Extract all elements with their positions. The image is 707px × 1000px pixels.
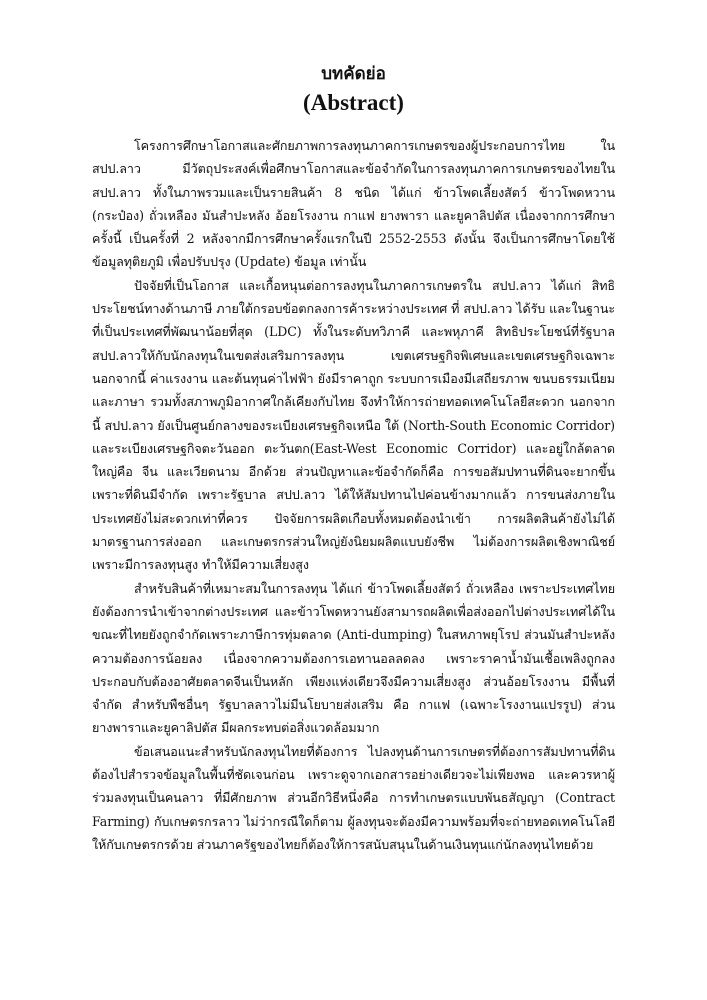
abstract-paragraph-3: สำหรับสินค้าที่เหมาะสมในการลงทุน ได้แก่ ข้าวโพดเลี้ยงสัตว์ ถั่วเหลือง เพราะประเทศไทยยังต้องการนำเข้าจากต่างประเทศ และข้าวโพดหวานยังสามารถผลิตเพื่อส่งออกไปต่างประเทศได้ในขณะที่ไทยยังถูกจำกัดเพราะภาษีการทุ่มตลาด (Anti-dumping) ในสหภาพยุโรป ส่วนมันสำปะหลัง ความต้องการน้อยลง เนื่องจากความต้องการเอทานอลลดลง เพราะราคาน้ำมันเชื้อเพลิงถูกลง ประกอบกับต้องอาศัยตลาดจีนเป็นหลัก เพียงแห่งเดียวจึงมีความเสี่ยงสูง ส่วนอ้อยโรงงาน มีพื้นที่จำกัด สำหรับพืชอื่นๆ รัฐบาลลาวไม่มีนโยบายส่งเสริม คือ กาแฟ (เฉพาะโรงงานแปรรูป) ส่วนยางพาราและยูคาลิปตัส มีผลกระทบต่อสิ่งแวดล้อมมาก [92, 580, 615, 736]
abstract-paragraph-4: ข้อเสนอแนะสำหรับนักลงทุนไทยที่ต้องการ ไปลงทุนด้านการเกษตรที่ต้องการสัมปทานที่ดิน ต้องไปสำรวจข้อมูลในพื้นที่ชัดเจนก่อน เพราะดูจากเอกสารอย่างเดียวจะไม่เพียงพอ และควรหาผู้ร่วมลงทุนเป็นคนลาว ที่มีศักยภาพ ส่วนอีกวิธีหนึ่งคือ การทำเกษตรแบบพันธสัญญา (Contract Farming) กับเกษตรกรลาว ไม่ว่ากรณีใดก็ตาม ผู้ลงทุนจะต้องมีความพร้อมที่จะถ่ายทอดเทคโนโลยีให้กับเกษตรกรด้วย ส่วนภาครัฐของไทยก็ต้องให้การสนับสนุนในด้านเงินทุนแก่นักลงทุนไทยด้วย [92, 743, 615, 852]
abstract-paragraph-2: ปัจจัยที่เป็นโอกาส และเกื้อหนุนต่อการลงทุนในภาคการเกษตรใน สปป.ลาว ได้แก่ สิทธิประโยชน์ทางด้านภาษี ภายใต้กรอบข้อตกลงการค้าระหว่างประเทศ ที่ สปป.ลาว ได้รับ และในฐานะที่เป็นประเทศที่พัฒนาน้อยที่สุด (LDC) ทั้งในระดับทวิภาคี และพหุภาคี สิทธิประโยชน์ที่รัฐบาล สปป.ลาวให้กับนักลงทุนในเขตส่งเสริมการลงทุน เขตเศรษฐกิจพิเศษและเขตเศรษฐกิจเฉพาะ นอกจากนี้ ค่าแรงงาน และต้นทุนค่าไฟฟ้า ยังมีราคาถูก ระบบการเมืองมีเสถียรภาพ ขนบธรรมเนียมและภาษา รวมทั้งสภาพภูมิอากาศใกล้เคียงกับไทย จึงทำให้การถ่ายทอดเทคโนโลยีสะดวก นอกจากนี้ สปป.ลาว ยังเป็นศูนย์กลางของระเบียงเศรษฐกิจเหนือ ใต้ (North-South Economic Corridor) และระเบียงเศรษฐกิจตะวันออก ตะวันตก(East-West Economic Corridor) และอยู่ใกล้ตลาดใหญ่คือ จีน และเวียดนาม อีกด้วย ส่วนปัญหาและข้อจำกัดก็คือ การขอสัมปทานที่ดินจะยากขึ้น เพราะที่ดินมีจำกัด เพราะรัฐบาล สปป.ลาว ได้ให้สัมปทานไปค่อนข้างมากแล้ว การขนส่งภายในประเทศยังไม่สะดวกเท่าที่ควร ปัจจัยการผลิตเกือบทั้งหมดต้องนำเข้า การผลิตสินค้ายังไม่ได้มาตรฐานการส่งออก และเกษตรกรส่วนใหญ่ยังนิยมผลิตแบบยังชีพ ไม่ต้องการผลิตเชิงพาณิชย์ เพราะมีการลงทุนสูง ทำให้มีความเสี่ยงสูง [92, 277, 615, 573]
abstract-title-thai: บทคัดย่อ [321, 64, 386, 84]
abstract-title-english: (Abstract) [303, 90, 404, 115]
abstract-paragraph-1: โครงการศึกษาโอกาสและศักยภาพการลงทุนภาคการเกษตรของผู้ประกอบการไทย ในสปป.ลาว มีวัตถุประสงค์เพื่อศึกษาโอกาสและข้อจำกัดในการลงทุนภาคการเกษตรของไทยใน สปป.ลาว ทั้งในภาพรวมและเป็นรายสินค้า 8 ชนิด ได้แก่ ข้าวโพดเลี้ยงสัตว์ ข้าวโพดหวาน (กระป๋อง) ถั่วเหลือง มันสำปะหลัง อ้อยโรงงาน กาแฟ ยางพารา และยูคาลิปตัส เนื่องจากการศึกษาครั้งนี้ เป็นครั้งที่ 2 หลังจากมีการศึกษาครั้งแรกในปี 2552-2553 ดังนั้น จึงเป็นการศึกษาโดยใช้ข้อมูลทุติยภูมิ เพื่อปรับปรุง (Update) ข้อมูล เท่านั้น [92, 138, 615, 270]
